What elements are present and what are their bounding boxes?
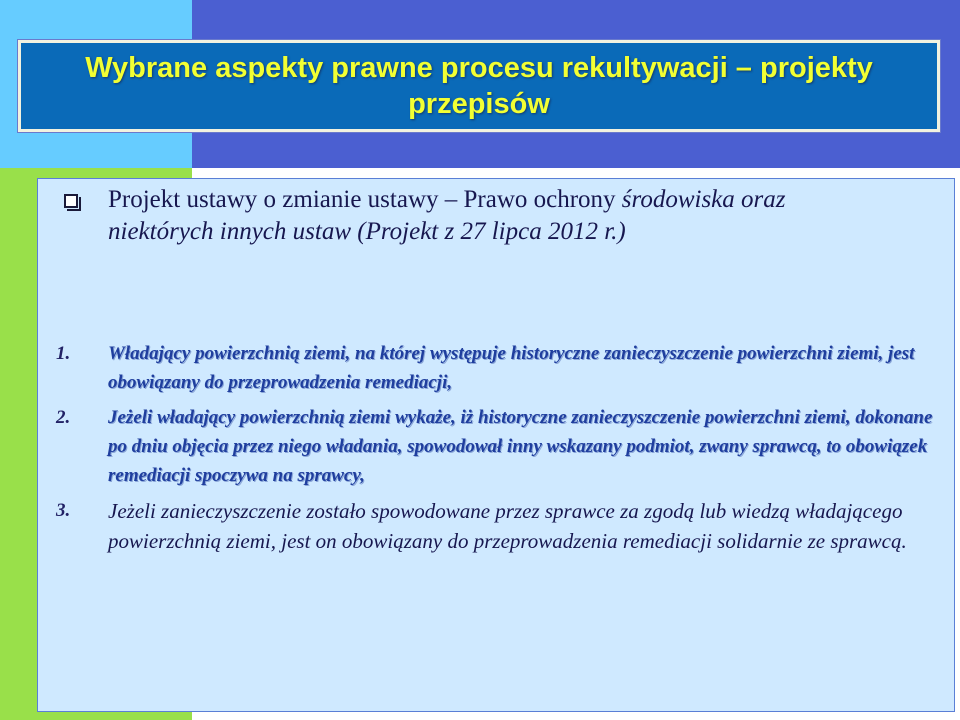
list-item-text: Władający powierzchnią ziemi, na której występuje historyczne zanieczyszczenie powierzchni ziemi, jest obowiązany do przeprowadzenia remediacji, bbox=[108, 343, 915, 393]
list-item-number: 3. bbox=[56, 500, 71, 521]
content-box bbox=[37, 178, 955, 712]
slide-title: Wybrane aspekty prawne procesu rekultywacji – projekty przepisów bbox=[85, 52, 873, 120]
bullet-text-italic: środowiska oraz niektórych innych ustaw bbox=[108, 186, 786, 245]
list-item bbox=[56, 339, 936, 397]
bullet-text-normal: Projekt ustawy o zmianie ustawy – Prawo ochrony bbox=[108, 186, 622, 213]
list-item-text: Jeżeli zanieczyszczenie zostało spowodowane przez sprawce za zgodą lub wiedzą władającego powierzchnią ziemi, jest on obowiązany do przeprowadzenia remediacji solidarnie ze sprawcą. bbox=[108, 499, 907, 553]
list-item-text: Jeżeli władający powierzchnią ziemi wykaże, iż historyczne zanieczyszczenie powierzchni ziemi, dokonane po dniu objęcia przez niego władania, spowodował inny wskazany podmiot, zwany sprawcą, to obowiązek remediacji spoczywa na sprawcy, bbox=[108, 407, 933, 486]
list-item-number: 1. bbox=[56, 343, 71, 364]
bullet-text bbox=[108, 184, 808, 248]
list-item-number: 2. bbox=[56, 407, 71, 428]
bullet-item bbox=[64, 184, 924, 248]
numbered-list bbox=[56, 339, 936, 562]
list-item bbox=[56, 403, 936, 490]
checkbox-bullet-icon bbox=[64, 194, 82, 212]
bullet-text-tail: (Projekt z 27 lipca 2012 r.) bbox=[357, 218, 626, 245]
list-item bbox=[56, 496, 936, 556]
slide-title-box bbox=[18, 40, 940, 132]
